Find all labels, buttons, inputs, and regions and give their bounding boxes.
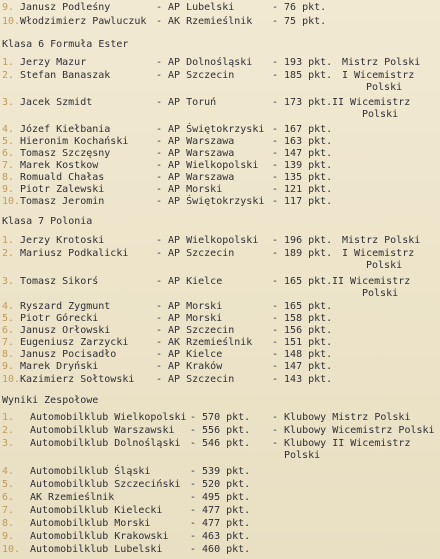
- place-number: 2.: [2, 248, 15, 259]
- place-number: 10.: [2, 544, 21, 555]
- points: - 185 pkt.: [272, 70, 333, 81]
- list-item: [0, 184, 440, 196]
- driver-name: Marek Dryński: [20, 361, 99, 372]
- club-name: Automobilklub Kielecki: [30, 505, 163, 516]
- award-title: - Klubowy Mistrz Polski: [272, 412, 411, 423]
- points: - 520 pkt.: [190, 479, 251, 490]
- award-title-continued: Polski: [362, 288, 399, 299]
- award-title-continued: Polski: [284, 450, 321, 461]
- points: - 539 pkt.: [190, 466, 251, 477]
- club-name: AK Rzemieślnik: [30, 492, 115, 503]
- place-number: 2.: [2, 70, 15, 81]
- place-number: 1.: [2, 412, 15, 423]
- list-item: [0, 16, 440, 28]
- club-name: - AK Rzemieślnik: [156, 16, 253, 27]
- points: - 143 pkt.: [272, 374, 333, 385]
- place-number: 8.: [2, 518, 15, 529]
- points: - 147 pkt.: [272, 148, 333, 159]
- points: - 189 pkt.: [272, 248, 333, 259]
- list-item: [0, 109, 440, 121]
- award-title-continued: Polski: [366, 260, 403, 271]
- club-name: - AP Szczecin: [156, 374, 235, 385]
- points: - 163 pkt.: [272, 136, 333, 147]
- points: - 139 pkt.: [272, 160, 333, 171]
- place-number: 9.: [2, 184, 15, 195]
- place-number: 4.: [2, 466, 15, 477]
- driver-name: Tomasz Sikorś: [20, 276, 99, 287]
- points: - 477 pkt.: [190, 518, 251, 529]
- section-heading: Wyniki Zespołowe: [2, 395, 99, 406]
- place-number: 3.: [2, 438, 15, 449]
- points: - 135 pkt.: [272, 172, 333, 183]
- points: - 495 pkt.: [190, 492, 251, 503]
- list-item: [0, 57, 440, 69]
- points: - 193 pkt.: [272, 57, 333, 68]
- award-title-continued: Polski: [362, 109, 399, 120]
- driver-name: Tomasz Jeromin: [20, 196, 105, 207]
- list-item: [0, 276, 440, 288]
- place-number: 5.: [2, 479, 15, 490]
- points: - 117 pkt.: [272, 196, 333, 207]
- section-heading: Klasa 6 Formuła Ester: [2, 39, 129, 50]
- points: - 165 pkt.: [272, 301, 333, 312]
- points: - 460 pkt.: [190, 544, 251, 555]
- club-name: - AP Toruń: [156, 97, 217, 108]
- driver-name: Janusz Pocisadło: [20, 349, 117, 360]
- points: - 148 pkt.: [272, 349, 333, 360]
- club-name: - AP Warszawa: [156, 172, 235, 183]
- club-name: - AP Szczecin: [156, 248, 235, 259]
- list-item: [0, 412, 440, 424]
- place-number: 3.: [2, 97, 15, 108]
- list-item: [0, 337, 440, 349]
- club-name: - AP Warszawa: [156, 136, 235, 147]
- points: - 570 pkt.: [190, 412, 251, 423]
- driver-name: Tomasz Szczęsny: [20, 148, 111, 159]
- club-name: Automobilklub Lubelski: [30, 544, 163, 555]
- club-name: - AP Morski: [156, 301, 223, 312]
- club-name: Automobilklub Warszawski: [30, 425, 175, 436]
- club-name: Automobilklub Dolnośląski: [30, 438, 181, 449]
- list-item: [0, 374, 440, 386]
- place-number: 9.: [2, 531, 15, 542]
- list-item: [0, 518, 440, 530]
- club-name: - AP Szczecin: [156, 325, 235, 336]
- award-title: II Wicemistrz: [332, 276, 411, 287]
- place-number: 8.: [2, 349, 15, 360]
- place-number: 1.: [2, 57, 15, 68]
- list-item: [0, 479, 440, 491]
- list-item: [0, 97, 440, 109]
- driver-name: Józef Kiełbania: [20, 124, 111, 135]
- award-title: Mistrz Polski: [342, 57, 421, 68]
- place-number: 6.: [2, 148, 15, 159]
- list-item: [0, 70, 440, 82]
- list-item: [0, 450, 440, 462]
- list-item: [0, 466, 440, 478]
- points: - 463 pkt.: [190, 531, 251, 542]
- list-item: [0, 2, 440, 14]
- points: - 165 pkt.: [272, 276, 333, 287]
- list-item: [0, 235, 440, 247]
- award-title: II Wicemistrz: [332, 97, 411, 108]
- list-item: [0, 531, 440, 543]
- points: - 75 pkt.: [272, 16, 327, 27]
- driver-name: Mariusz Podkalicki: [20, 248, 129, 259]
- list-item: [0, 361, 440, 373]
- club-name: - AP Kraków: [156, 361, 223, 372]
- list-item: [0, 313, 440, 325]
- list-item: [0, 196, 440, 208]
- driver-name: Piotr Zalewski: [20, 184, 105, 195]
- driver-name: Hieronim Kochański: [20, 136, 129, 147]
- place-number: 9.: [2, 361, 15, 372]
- list-item: [0, 172, 440, 184]
- club-name: - AP Dolnośląski: [156, 57, 253, 68]
- place-number: 6.: [2, 492, 15, 503]
- place-number: 1.: [2, 235, 15, 246]
- club-name: Automobilklub Morski: [30, 518, 151, 529]
- points: - 121 pkt.: [272, 184, 333, 195]
- points: - 556 pkt.: [190, 425, 251, 436]
- award-title: I Wicemistrz: [342, 70, 415, 81]
- club-name: - AP Morski: [156, 184, 223, 195]
- place-number: 4.: [2, 301, 15, 312]
- driver-name: Włodzimierz Pawluczuk: [20, 16, 147, 27]
- list-item: [0, 349, 440, 361]
- points: - 167 pkt.: [272, 124, 333, 135]
- list-item: [0, 248, 440, 260]
- place-number: 10.: [2, 16, 21, 27]
- list-item: [0, 288, 440, 300]
- club-name: Automobilklub Wielkopolski: [30, 412, 187, 423]
- club-name: - AK Rzemieślnik: [156, 337, 253, 348]
- club-name: - AP Kielce: [156, 276, 223, 287]
- driver-name: Jerzy Krotoski: [20, 235, 105, 246]
- place-number: 5.: [2, 313, 15, 324]
- place-number: 3.: [2, 276, 15, 287]
- points: - 147 pkt.: [272, 361, 333, 372]
- driver-name: Janusz Orłowski: [20, 325, 111, 336]
- driver-name: Janusz Podleśny: [20, 2, 111, 13]
- club-name: - AP Kielce: [156, 349, 223, 360]
- club-name: - AP Morski: [156, 313, 223, 324]
- list-item: [0, 325, 440, 337]
- driver-name: Ryszard Zygmunt: [20, 301, 111, 312]
- list-item: [0, 260, 440, 272]
- place-number: 6.: [2, 325, 15, 336]
- award-title: - Klubowy Wicemistrz Polski: [272, 425, 435, 436]
- driver-name: Stefan Banaszak: [20, 70, 111, 81]
- place-number: 10.: [2, 374, 21, 385]
- club-name: - AP Świętokrzyski: [156, 196, 265, 207]
- club-name: - AP Świętokrzyski: [156, 124, 265, 135]
- points: - 173 pkt.: [272, 97, 333, 108]
- list-item: [0, 124, 440, 136]
- place-number: 9.: [2, 2, 15, 13]
- place-number: 5.: [2, 136, 15, 147]
- place-number: 10.: [2, 196, 21, 207]
- list-item: [0, 301, 440, 313]
- award-title: I Wicemistrz: [342, 248, 415, 259]
- place-number: 2.: [2, 425, 15, 436]
- club-name: Automobilklub Śląski: [30, 466, 151, 477]
- place-number: 7.: [2, 160, 15, 171]
- points: - 196 pkt.: [272, 235, 333, 246]
- club-name: - AP Wielkopolski: [156, 160, 259, 171]
- driver-name: Jerzy Mazur: [20, 57, 87, 68]
- club-name: - AP Wielkopolski: [156, 235, 259, 246]
- place-number: 8.: [2, 172, 15, 183]
- points: - 151 pkt.: [272, 337, 333, 348]
- list-item: [0, 425, 440, 437]
- place-number: 7.: [2, 337, 15, 348]
- points: - 76 pkt.: [272, 2, 327, 13]
- points: - 546 pkt.: [190, 438, 251, 449]
- section-heading: Klasa 7 Polonia: [2, 216, 93, 227]
- list-item: [0, 505, 440, 517]
- place-number: 7.: [2, 505, 15, 516]
- list-item: [0, 438, 440, 450]
- driver-name: Piotr Górecki: [20, 313, 99, 324]
- award-title: - Klubowy II Wicemistrz: [272, 438, 411, 449]
- award-title: Mistrz Polski: [342, 235, 421, 246]
- driver-name: Marek Kostkow: [20, 160, 99, 171]
- list-item: [0, 160, 440, 172]
- place-number: 4.: [2, 124, 15, 135]
- club-name: Automobilklub Szczeciński: [30, 479, 181, 490]
- club-name: Automobilklub Krakowski: [30, 531, 169, 542]
- driver-name: Jacek Szmidt: [20, 97, 93, 108]
- club-name: - AP Lubelski: [156, 2, 235, 13]
- award-title-continued: Polski: [366, 82, 403, 93]
- points: - 158 pkt.: [272, 313, 333, 324]
- points: - 477 pkt.: [190, 505, 251, 516]
- points: - 156 pkt.: [272, 325, 333, 336]
- list-item: [0, 492, 440, 504]
- driver-name: Kazimierz Sołtowski: [20, 374, 135, 385]
- driver-name: Eugeniusz Zarzycki: [20, 337, 129, 348]
- list-item: [0, 136, 440, 148]
- list-item: [0, 148, 440, 160]
- list-item: [0, 82, 440, 94]
- driver-name: Romuald Chałas: [20, 172, 105, 183]
- club-name: - AP Warszawa: [156, 148, 235, 159]
- club-name: - AP Szczecin: [156, 70, 235, 81]
- list-item: [0, 544, 440, 556]
